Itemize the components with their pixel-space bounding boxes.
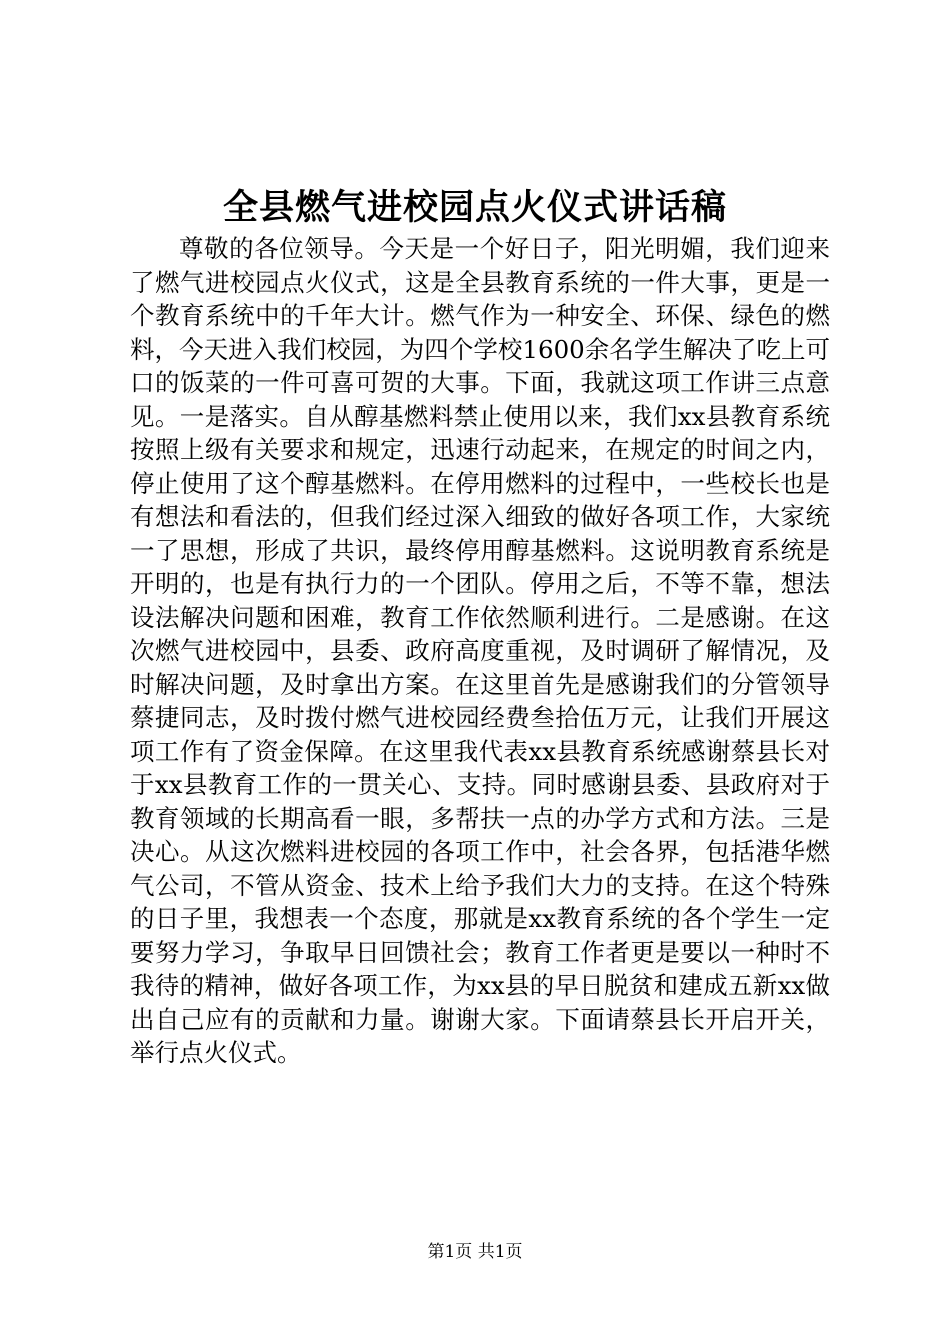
document-body-paragraph: 尊敬的各位领导。今天是一个好日子，阳光明媚，我们迎来了燃气进校园点火仪式，这是全县教育系统的一件大事，更是一个教育系统中的千年大计。燃气作为一种安全、环保、绿色的燃料，今天进入我们校园，为四个学校1600余名学生解决了吃上可口的饭菜的一件可喜可贺的大事。下面，我就这项工作讲三点意见。一是落实。自从醇基燃料禁止使用以来，我们xx县教育系统按照上级有关要求和规定，迅速行动起来，在规定的时间之内，停止使用了这个醇基燃料。在停用燃料的过程中，一些校长也是有想法和看法的，但我们经过深入细致的做好各项工作，大家统一了思想，形成了共识，最终停用醇基燃料。这说明教育系统是开明的，也是有执行力的一个团队。停用之后，不等不靠，想法设法解决问题和困难，教育工作依然顺利进行。二是感谢。在这次燃气进校园中，县委、政府高度重视，及时调研了解情况，及时解决问题，及时拿出方案。在这里首先是感谢我们的分管领导蔡捷同志，及时拨付燃气进校园经费叁拾伍万元，让我们开展这项工作有了资金保障。在这里我代表xx县教育系统感谢蔡县长对于xx县教育工作的一贯关心、支持。同时感谢县委、县政府对于教育领域的长期高看一眼，多帮扶一点的办学方式和方法。三是决心。从这次燃料进校园的各项工作中，社会各界，包括港华燃气公司，不管从资金、技术上给予我们大力的支持。在这个特殊的日子里，我想表一个态度，那就是xx教育系统的各个学生一定要努力学习，争取早日回馈社会；教育工作者更是要以一种时不我待的精神，做好各项工作，为xx县的早日脱贫和建成五新xx做出自己应有的贡献和力量。谢谢大家。下面请蔡县长开启开关，举行点火仪式。	[130, 234, 830, 1067]
document-title: 全县燃气进校园点火仪式讲话稿	[222, 187, 727, 228]
page-number-footer: 第1页 共1页	[427, 1242, 523, 1262]
